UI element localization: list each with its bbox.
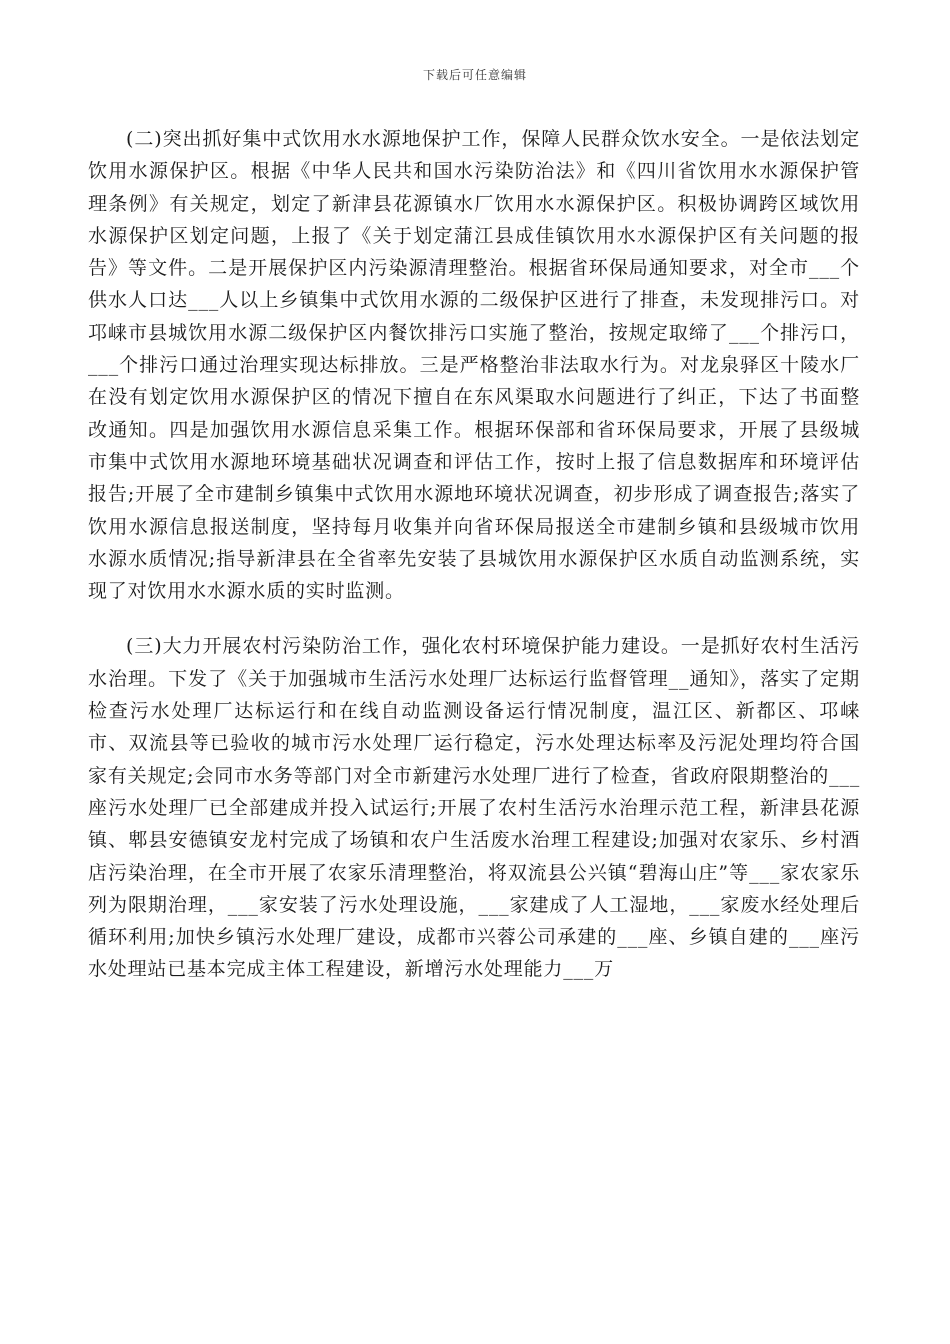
paragraph-rural-pollution: (三)大力开展农村污染防治工作，强化农村环境保护能力建设。一是抓好农村生活污水治理。下发了《关于加强城市生活污水处理厂达标运行监督管理__通知》，落实了定期检查污水处理厂达标运行和在线自动监测设备运行情况制度，温江区、新都区、邛崃市、双流县等已验收的城市污水处理厂运行稳定，污水处理达标率及污泥处理均符合国家有关规定;会同市水务等部门对全市新建污水处理厂进行了检查，省政府限期整治的___座污水处理厂已全部建成并投入试运行;开展了农村生活污水治理示范工程，新津县花源镇、郫县安德镇安龙村完成了场镇和农户生活废水治理工程建设;加强对农家乐、乡村酒店污染治理，在全市开展了农家乐清理整治，将双流县公兴镇“碧海山庄”等___家农家乐列为限期治理，___家安装了污水处理设施，___家建成了人工湿地，___家废水经处理后循环利用;加快乡镇污水处理厂建设，成都市兴蓉公司承建的___座、乡镇自建的___座污水处理站已基本完成主体工程建设，新增污水处理能力___万: [88, 635, 860, 981]
page-header: 下载后可任意编辑: [422, 68, 527, 82]
document-body: [88, 123, 860, 986]
paragraph-drinking-water: (二)突出抓好集中式饮用水水源地保护工作，保障人民群众饮水安全。一是依法划定饮用水源保护区。根据《中华人民共和国水污染防治法》和《四川省饮用水水源保护管理条例》有关规定，划定了新津县花源镇水厂饮用水水源保护区。积极协调跨区域饮用水源保护区划定问题，上报了《关于划定蒲江县成佳镇饮用水水源保护区有关问题的报告》等文件。二是开展保护区内污染源清理整治。根据省环保局通知要求，对全市___个供水人口达___人以上乡镇集中式饮用水源的二级保护区进行了排查，未发现排污口。对邛崃市县城饮用水源二级保护区内餐饮排污口实施了整治，按规定取缔了___个排污口，___个排污口通过治理实现达标排放。三是严格整治非法取水行为。对龙泉驿区十陵水厂在没有划定饮用水源保护区的情况下擅自在东风渠取水问题进行了纠正，下达了书面整改通知。四是加强饮用水源信息采集工作。根据环保部和省环保局要求，开展了县级城市集中式饮用水源地环境基础状况调查和评估工作，按时上报了信息数据库和环境评估报告;开展了全市建制乡镇集中式饮用水源地环境状况调查，初步形成了调查报告;落实了饮用水源信息报送制度，坚持每月收集并向省环保局报送全市建制乡镇和县级城市饮用水源水质情况;指导新津县在全省率先安装了县城饮用水源保护区水质自动监测系统，实现了对饮用水水源水质的实时监测。: [88, 128, 860, 603]
